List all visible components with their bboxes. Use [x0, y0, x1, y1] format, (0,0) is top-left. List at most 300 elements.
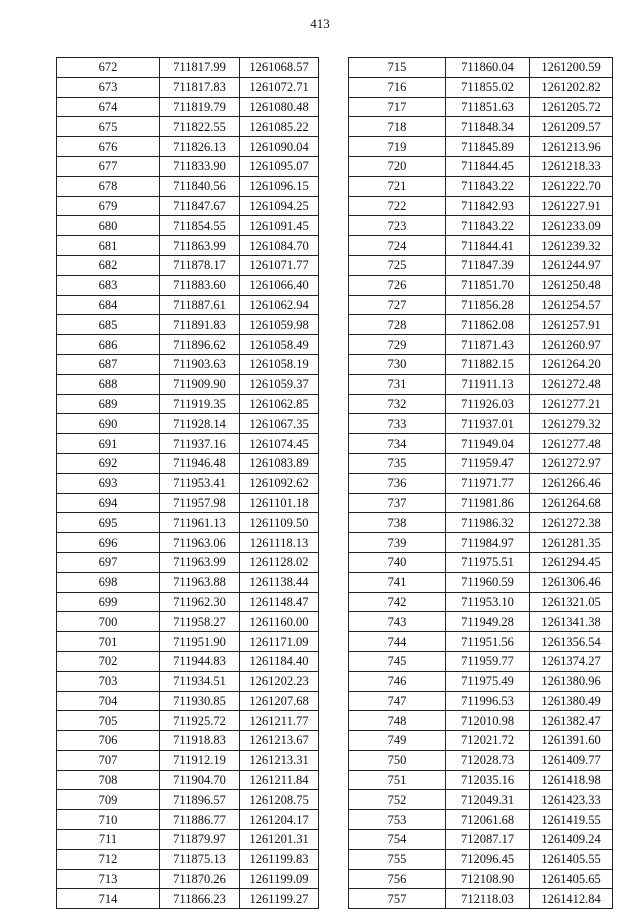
x-coordinate-cell: 711847.39 [446, 255, 530, 275]
table-row [349, 493, 613, 513]
point-number-cell: 730 [349, 354, 446, 374]
y-coordinate-cell: 1261264.20 [530, 354, 613, 374]
table-row [349, 533, 613, 553]
y-coordinate-cell: 1261205.72 [530, 97, 613, 117]
y-coordinate-cell: 1261160.00 [240, 612, 319, 632]
point-number-cell: 756 [349, 869, 446, 889]
point-number-cell: 689 [57, 394, 160, 414]
x-coordinate-cell: 712108.90 [446, 869, 530, 889]
x-coordinate-cell: 712035.16 [446, 770, 530, 790]
point-number-cell: 727 [349, 295, 446, 315]
x-coordinate-cell: 711819.79 [160, 97, 240, 117]
table-row [349, 612, 613, 632]
y-coordinate-cell: 1261208.75 [240, 790, 319, 810]
x-coordinate-cell: 711963.99 [160, 552, 240, 572]
y-coordinate-cell: 1261109.50 [240, 513, 319, 533]
x-coordinate-cell: 711855.02 [446, 77, 530, 97]
table-row [57, 691, 319, 711]
x-coordinate-cell: 711949.04 [446, 434, 530, 454]
y-coordinate-cell: 1261419.55 [530, 810, 613, 830]
table-row [349, 137, 613, 157]
x-coordinate-cell: 711984.97 [446, 533, 530, 553]
x-coordinate-cell: 711930.85 [160, 691, 240, 711]
y-coordinate-cell: 1261412.84 [530, 889, 613, 909]
table-row [349, 849, 613, 869]
point-number-cell: 683 [57, 275, 160, 295]
point-number-cell: 733 [349, 414, 446, 434]
point-number-cell: 749 [349, 731, 446, 751]
point-number-cell: 698 [57, 572, 160, 592]
x-coordinate-cell: 711963.06 [160, 533, 240, 553]
table-row [57, 671, 319, 691]
y-coordinate-cell: 1261260.97 [530, 335, 613, 355]
x-coordinate-cell: 711886.77 [160, 810, 240, 830]
x-coordinate-cell: 711860.04 [446, 58, 530, 78]
y-coordinate-cell: 1261294.45 [530, 552, 613, 572]
y-coordinate-cell: 1261148.47 [240, 592, 319, 612]
y-coordinate-cell: 1261207.68 [240, 691, 319, 711]
y-coordinate-cell: 1261209.57 [530, 117, 613, 137]
x-coordinate-cell: 711944.83 [160, 651, 240, 671]
point-number-cell: 725 [349, 255, 446, 275]
x-coordinate-cell: 711937.01 [446, 414, 530, 434]
y-coordinate-cell: 1261204.17 [240, 810, 319, 830]
x-coordinate-cell: 711949.28 [446, 612, 530, 632]
y-coordinate-cell: 1261199.83 [240, 849, 319, 869]
x-coordinate-cell: 711863.99 [160, 236, 240, 256]
y-coordinate-cell: 1261202.23 [240, 671, 319, 691]
y-coordinate-cell: 1261218.33 [530, 156, 613, 176]
y-coordinate-cell: 1261281.35 [530, 533, 613, 553]
x-coordinate-cell: 711833.90 [160, 156, 240, 176]
table-row [349, 434, 613, 454]
x-coordinate-cell: 711896.57 [160, 790, 240, 810]
table-row [57, 552, 319, 572]
y-coordinate-cell: 1261279.32 [530, 414, 613, 434]
table-row [349, 572, 613, 592]
point-number-cell: 701 [57, 632, 160, 652]
y-coordinate-cell: 1261341.38 [530, 612, 613, 632]
x-coordinate-cell: 711840.56 [160, 176, 240, 196]
coordinates-table-right [348, 57, 613, 909]
table-row [349, 552, 613, 572]
table-row [349, 176, 613, 196]
x-coordinate-cell: 711946.48 [160, 453, 240, 473]
table-row [57, 651, 319, 671]
x-coordinate-cell: 711896.62 [160, 335, 240, 355]
y-coordinate-cell: 1261409.77 [530, 750, 613, 770]
x-coordinate-cell: 711862.08 [446, 315, 530, 335]
point-number-cell: 693 [57, 473, 160, 493]
table-row [349, 830, 613, 850]
point-number-cell: 748 [349, 711, 446, 731]
y-coordinate-cell: 1261264.68 [530, 493, 613, 513]
x-coordinate-cell: 711996.53 [446, 691, 530, 711]
x-coordinate-cell: 711934.51 [160, 671, 240, 691]
x-coordinate-cell: 711883.60 [160, 275, 240, 295]
x-coordinate-cell: 711879.97 [160, 830, 240, 850]
point-number-cell: 739 [349, 533, 446, 553]
point-number-cell: 684 [57, 295, 160, 315]
y-coordinate-cell: 1261085.22 [240, 117, 319, 137]
point-number-cell: 726 [349, 275, 446, 295]
y-coordinate-cell: 1261222.70 [530, 176, 613, 196]
table-row [57, 632, 319, 652]
point-number-cell: 745 [349, 651, 446, 671]
y-coordinate-cell: 1261071.77 [240, 255, 319, 275]
y-coordinate-cell: 1261227.91 [530, 196, 613, 216]
x-coordinate-cell: 711963.88 [160, 572, 240, 592]
x-coordinate-cell: 712096.45 [446, 849, 530, 869]
table-row [349, 97, 613, 117]
table-row [57, 533, 319, 553]
x-coordinate-cell: 711971.77 [446, 473, 530, 493]
point-number-cell: 672 [57, 58, 160, 78]
point-number-cell: 713 [57, 869, 160, 889]
x-coordinate-cell: 711981.86 [446, 493, 530, 513]
point-number-cell: 753 [349, 810, 446, 830]
y-coordinate-cell: 1261200.59 [530, 58, 613, 78]
table-row [57, 750, 319, 770]
x-coordinate-cell: 711919.35 [160, 394, 240, 414]
table-row [57, 414, 319, 434]
point-number-cell: 735 [349, 453, 446, 473]
table-row [349, 196, 613, 216]
y-coordinate-cell: 1261374.27 [530, 651, 613, 671]
table-row [349, 77, 613, 97]
x-coordinate-cell: 711928.14 [160, 414, 240, 434]
table-row [57, 97, 319, 117]
point-number-cell: 705 [57, 711, 160, 731]
x-coordinate-cell: 711975.51 [446, 552, 530, 572]
y-coordinate-cell: 1261321.05 [530, 592, 613, 612]
point-number-cell: 720 [349, 156, 446, 176]
point-number-cell: 728 [349, 315, 446, 335]
y-coordinate-cell: 1261266.46 [530, 473, 613, 493]
x-coordinate-cell: 711843.22 [446, 216, 530, 236]
table-row [349, 216, 613, 236]
table-row [349, 869, 613, 889]
y-coordinate-cell: 1261380.49 [530, 691, 613, 711]
table-row [349, 750, 613, 770]
y-coordinate-cell: 1261409.24 [530, 830, 613, 850]
x-coordinate-cell: 711822.55 [160, 117, 240, 137]
table-row [57, 434, 319, 454]
table-row [349, 236, 613, 256]
table-row [57, 572, 319, 592]
point-number-cell: 719 [349, 137, 446, 157]
x-coordinate-cell: 712010.98 [446, 711, 530, 731]
y-coordinate-cell: 1261211.84 [240, 770, 319, 790]
point-number-cell: 710 [57, 810, 160, 830]
table-row [349, 295, 613, 315]
y-coordinate-cell: 1261184.40 [240, 651, 319, 671]
point-number-cell: 688 [57, 374, 160, 394]
table-row [349, 335, 613, 355]
table-row [57, 77, 319, 97]
y-coordinate-cell: 1261171.09 [240, 632, 319, 652]
x-coordinate-cell: 711911.13 [446, 374, 530, 394]
y-coordinate-cell: 1261380.96 [530, 671, 613, 691]
table-row [349, 156, 613, 176]
table-row [57, 869, 319, 889]
x-coordinate-cell: 711962.30 [160, 592, 240, 612]
x-coordinate-cell: 711870.26 [160, 869, 240, 889]
x-coordinate-cell: 711817.99 [160, 58, 240, 78]
table-row [57, 295, 319, 315]
x-coordinate-cell: 711904.70 [160, 770, 240, 790]
point-number-cell: 679 [57, 196, 160, 216]
x-coordinate-cell: 711826.13 [160, 137, 240, 157]
point-number-cell: 673 [57, 77, 160, 97]
table-row [349, 58, 613, 78]
x-coordinate-cell: 711975.49 [446, 671, 530, 691]
x-coordinate-cell: 711961.13 [160, 513, 240, 533]
x-coordinate-cell: 711926.03 [446, 394, 530, 414]
y-coordinate-cell: 1261213.31 [240, 750, 319, 770]
table-row [349, 275, 613, 295]
x-coordinate-cell: 712061.68 [446, 810, 530, 830]
x-coordinate-cell: 712118.03 [446, 889, 530, 909]
point-number-cell: 687 [57, 354, 160, 374]
table-row [349, 354, 613, 374]
x-coordinate-cell: 711875.13 [160, 849, 240, 869]
x-coordinate-cell: 711882.15 [446, 354, 530, 374]
point-number-cell: 702 [57, 651, 160, 671]
table-row [349, 414, 613, 434]
point-number-cell: 731 [349, 374, 446, 394]
table-row [57, 473, 319, 493]
x-coordinate-cell: 711953.10 [446, 592, 530, 612]
y-coordinate-cell: 1261233.09 [530, 216, 613, 236]
point-number-cell: 711 [57, 830, 160, 850]
point-number-cell: 757 [349, 889, 446, 909]
x-coordinate-cell: 711843.22 [446, 176, 530, 196]
point-number-cell: 738 [349, 513, 446, 533]
x-coordinate-cell: 711937.16 [160, 434, 240, 454]
point-number-cell: 695 [57, 513, 160, 533]
table-row [57, 612, 319, 632]
y-coordinate-cell: 1261094.25 [240, 196, 319, 216]
y-coordinate-cell: 1261201.31 [240, 830, 319, 850]
table-row [57, 453, 319, 473]
x-coordinate-cell: 711953.41 [160, 473, 240, 493]
point-number-cell: 682 [57, 255, 160, 275]
y-coordinate-cell: 1261062.94 [240, 295, 319, 315]
table-row [57, 830, 319, 850]
x-coordinate-cell: 711844.45 [446, 156, 530, 176]
y-coordinate-cell: 1261254.57 [530, 295, 613, 315]
y-coordinate-cell: 1261090.04 [240, 137, 319, 157]
coordinates-table-left [56, 57, 319, 909]
point-number-cell: 692 [57, 453, 160, 473]
y-coordinate-cell: 1261213.67 [240, 731, 319, 751]
y-coordinate-cell: 1261239.32 [530, 236, 613, 256]
x-coordinate-cell: 711871.43 [446, 335, 530, 355]
x-coordinate-cell: 711891.83 [160, 315, 240, 335]
point-number-cell: 716 [349, 77, 446, 97]
x-coordinate-cell: 712021.72 [446, 731, 530, 751]
y-coordinate-cell: 1261096.15 [240, 176, 319, 196]
table-row [349, 632, 613, 652]
table-row [57, 255, 319, 275]
table-row [57, 810, 319, 830]
table-row [349, 790, 613, 810]
table-row [57, 731, 319, 751]
y-coordinate-cell: 1261066.40 [240, 275, 319, 295]
table-row [57, 137, 319, 157]
table-row [57, 315, 319, 335]
table-row [349, 374, 613, 394]
y-coordinate-cell: 1261257.91 [530, 315, 613, 335]
point-number-cell: 734 [349, 434, 446, 454]
y-coordinate-cell: 1261118.13 [240, 533, 319, 553]
y-coordinate-cell: 1261382.47 [530, 711, 613, 731]
point-number-cell: 709 [57, 790, 160, 810]
y-coordinate-cell: 1261202.82 [530, 77, 613, 97]
table-row [57, 711, 319, 731]
table-row [349, 315, 613, 335]
x-coordinate-cell: 711848.34 [446, 117, 530, 137]
y-coordinate-cell: 1261250.48 [530, 275, 613, 295]
point-number-cell: 686 [57, 335, 160, 355]
table-row [57, 513, 319, 533]
x-coordinate-cell: 711856.28 [446, 295, 530, 315]
point-number-cell: 732 [349, 394, 446, 414]
y-coordinate-cell: 1261211.77 [240, 711, 319, 731]
y-coordinate-cell: 1261199.27 [240, 889, 319, 909]
x-coordinate-cell: 711951.56 [446, 632, 530, 652]
table-row [349, 117, 613, 137]
y-coordinate-cell: 1261356.54 [530, 632, 613, 652]
y-coordinate-cell: 1261059.98 [240, 315, 319, 335]
y-coordinate-cell: 1261213.96 [530, 137, 613, 157]
table-row [57, 156, 319, 176]
point-number-cell: 754 [349, 830, 446, 850]
table-row [349, 453, 613, 473]
point-number-cell: 704 [57, 691, 160, 711]
x-coordinate-cell: 711960.59 [446, 572, 530, 592]
point-number-cell: 729 [349, 335, 446, 355]
y-coordinate-cell: 1261074.45 [240, 434, 319, 454]
point-number-cell: 723 [349, 216, 446, 236]
point-number-cell: 678 [57, 176, 160, 196]
x-coordinate-cell: 711851.63 [446, 97, 530, 117]
y-coordinate-cell: 1261092.62 [240, 473, 319, 493]
x-coordinate-cell: 711854.55 [160, 216, 240, 236]
y-coordinate-cell: 1261272.97 [530, 453, 613, 473]
y-coordinate-cell: 1261277.48 [530, 434, 613, 454]
point-number-cell: 724 [349, 236, 446, 256]
y-coordinate-cell: 1261101.18 [240, 493, 319, 513]
table-row [57, 335, 319, 355]
table-row [349, 770, 613, 790]
y-coordinate-cell: 1261128.02 [240, 552, 319, 572]
point-number-cell: 694 [57, 493, 160, 513]
point-number-cell: 715 [349, 58, 446, 78]
table-row [349, 691, 613, 711]
x-coordinate-cell: 711918.83 [160, 731, 240, 751]
table-row [57, 849, 319, 869]
x-coordinate-cell: 711909.90 [160, 374, 240, 394]
point-number-cell: 691 [57, 434, 160, 454]
x-coordinate-cell: 711851.70 [446, 275, 530, 295]
table-row [57, 592, 319, 612]
point-number-cell: 680 [57, 216, 160, 236]
y-coordinate-cell: 1261423.33 [530, 790, 613, 810]
point-number-cell: 747 [349, 691, 446, 711]
point-number-cell: 742 [349, 592, 446, 612]
point-number-cell: 675 [57, 117, 160, 137]
table-row [57, 117, 319, 137]
x-coordinate-cell: 711958.27 [160, 612, 240, 632]
y-coordinate-cell: 1261244.97 [530, 255, 613, 275]
point-number-cell: 721 [349, 176, 446, 196]
x-coordinate-cell: 711951.90 [160, 632, 240, 652]
x-coordinate-cell: 711903.63 [160, 354, 240, 374]
point-number-cell: 676 [57, 137, 160, 157]
x-coordinate-cell: 712049.31 [446, 790, 530, 810]
y-coordinate-cell: 1261068.57 [240, 58, 319, 78]
y-coordinate-cell: 1261306.46 [530, 572, 613, 592]
point-number-cell: 696 [57, 533, 160, 553]
x-coordinate-cell: 711845.89 [446, 137, 530, 157]
table-row [349, 889, 613, 909]
point-number-cell: 708 [57, 770, 160, 790]
point-number-cell: 741 [349, 572, 446, 592]
y-coordinate-cell: 1261405.65 [530, 869, 613, 889]
table-row [349, 513, 613, 533]
point-number-cell: 700 [57, 612, 160, 632]
table-row [349, 651, 613, 671]
table-row [57, 176, 319, 196]
y-coordinate-cell: 1261059.37 [240, 374, 319, 394]
x-coordinate-cell: 711887.61 [160, 295, 240, 315]
point-number-cell: 685 [57, 315, 160, 335]
x-coordinate-cell: 712087.17 [446, 830, 530, 850]
y-coordinate-cell: 1261199.09 [240, 869, 319, 889]
table-row [57, 236, 319, 256]
y-coordinate-cell: 1261405.55 [530, 849, 613, 869]
y-coordinate-cell: 1261091.45 [240, 216, 319, 236]
point-number-cell: 690 [57, 414, 160, 434]
point-number-cell: 707 [57, 750, 160, 770]
table-row [349, 671, 613, 691]
table-row [349, 473, 613, 493]
y-coordinate-cell: 1261062.85 [240, 394, 319, 414]
y-coordinate-cell: 1261277.21 [530, 394, 613, 414]
table-row [57, 275, 319, 295]
point-number-cell: 752 [349, 790, 446, 810]
point-number-cell: 755 [349, 849, 446, 869]
x-coordinate-cell: 711878.17 [160, 255, 240, 275]
table-row [349, 810, 613, 830]
point-number-cell: 714 [57, 889, 160, 909]
y-coordinate-cell: 1261067.35 [240, 414, 319, 434]
y-coordinate-cell: 1261138.44 [240, 572, 319, 592]
point-number-cell: 718 [349, 117, 446, 137]
table-row [349, 731, 613, 751]
y-coordinate-cell: 1261080.48 [240, 97, 319, 117]
x-coordinate-cell: 711986.32 [446, 513, 530, 533]
table-row [57, 216, 319, 236]
y-coordinate-cell: 1261095.07 [240, 156, 319, 176]
table-row [57, 374, 319, 394]
point-number-cell: 674 [57, 97, 160, 117]
table-row [57, 889, 319, 909]
y-coordinate-cell: 1261058.19 [240, 354, 319, 374]
point-number-cell: 677 [57, 156, 160, 176]
